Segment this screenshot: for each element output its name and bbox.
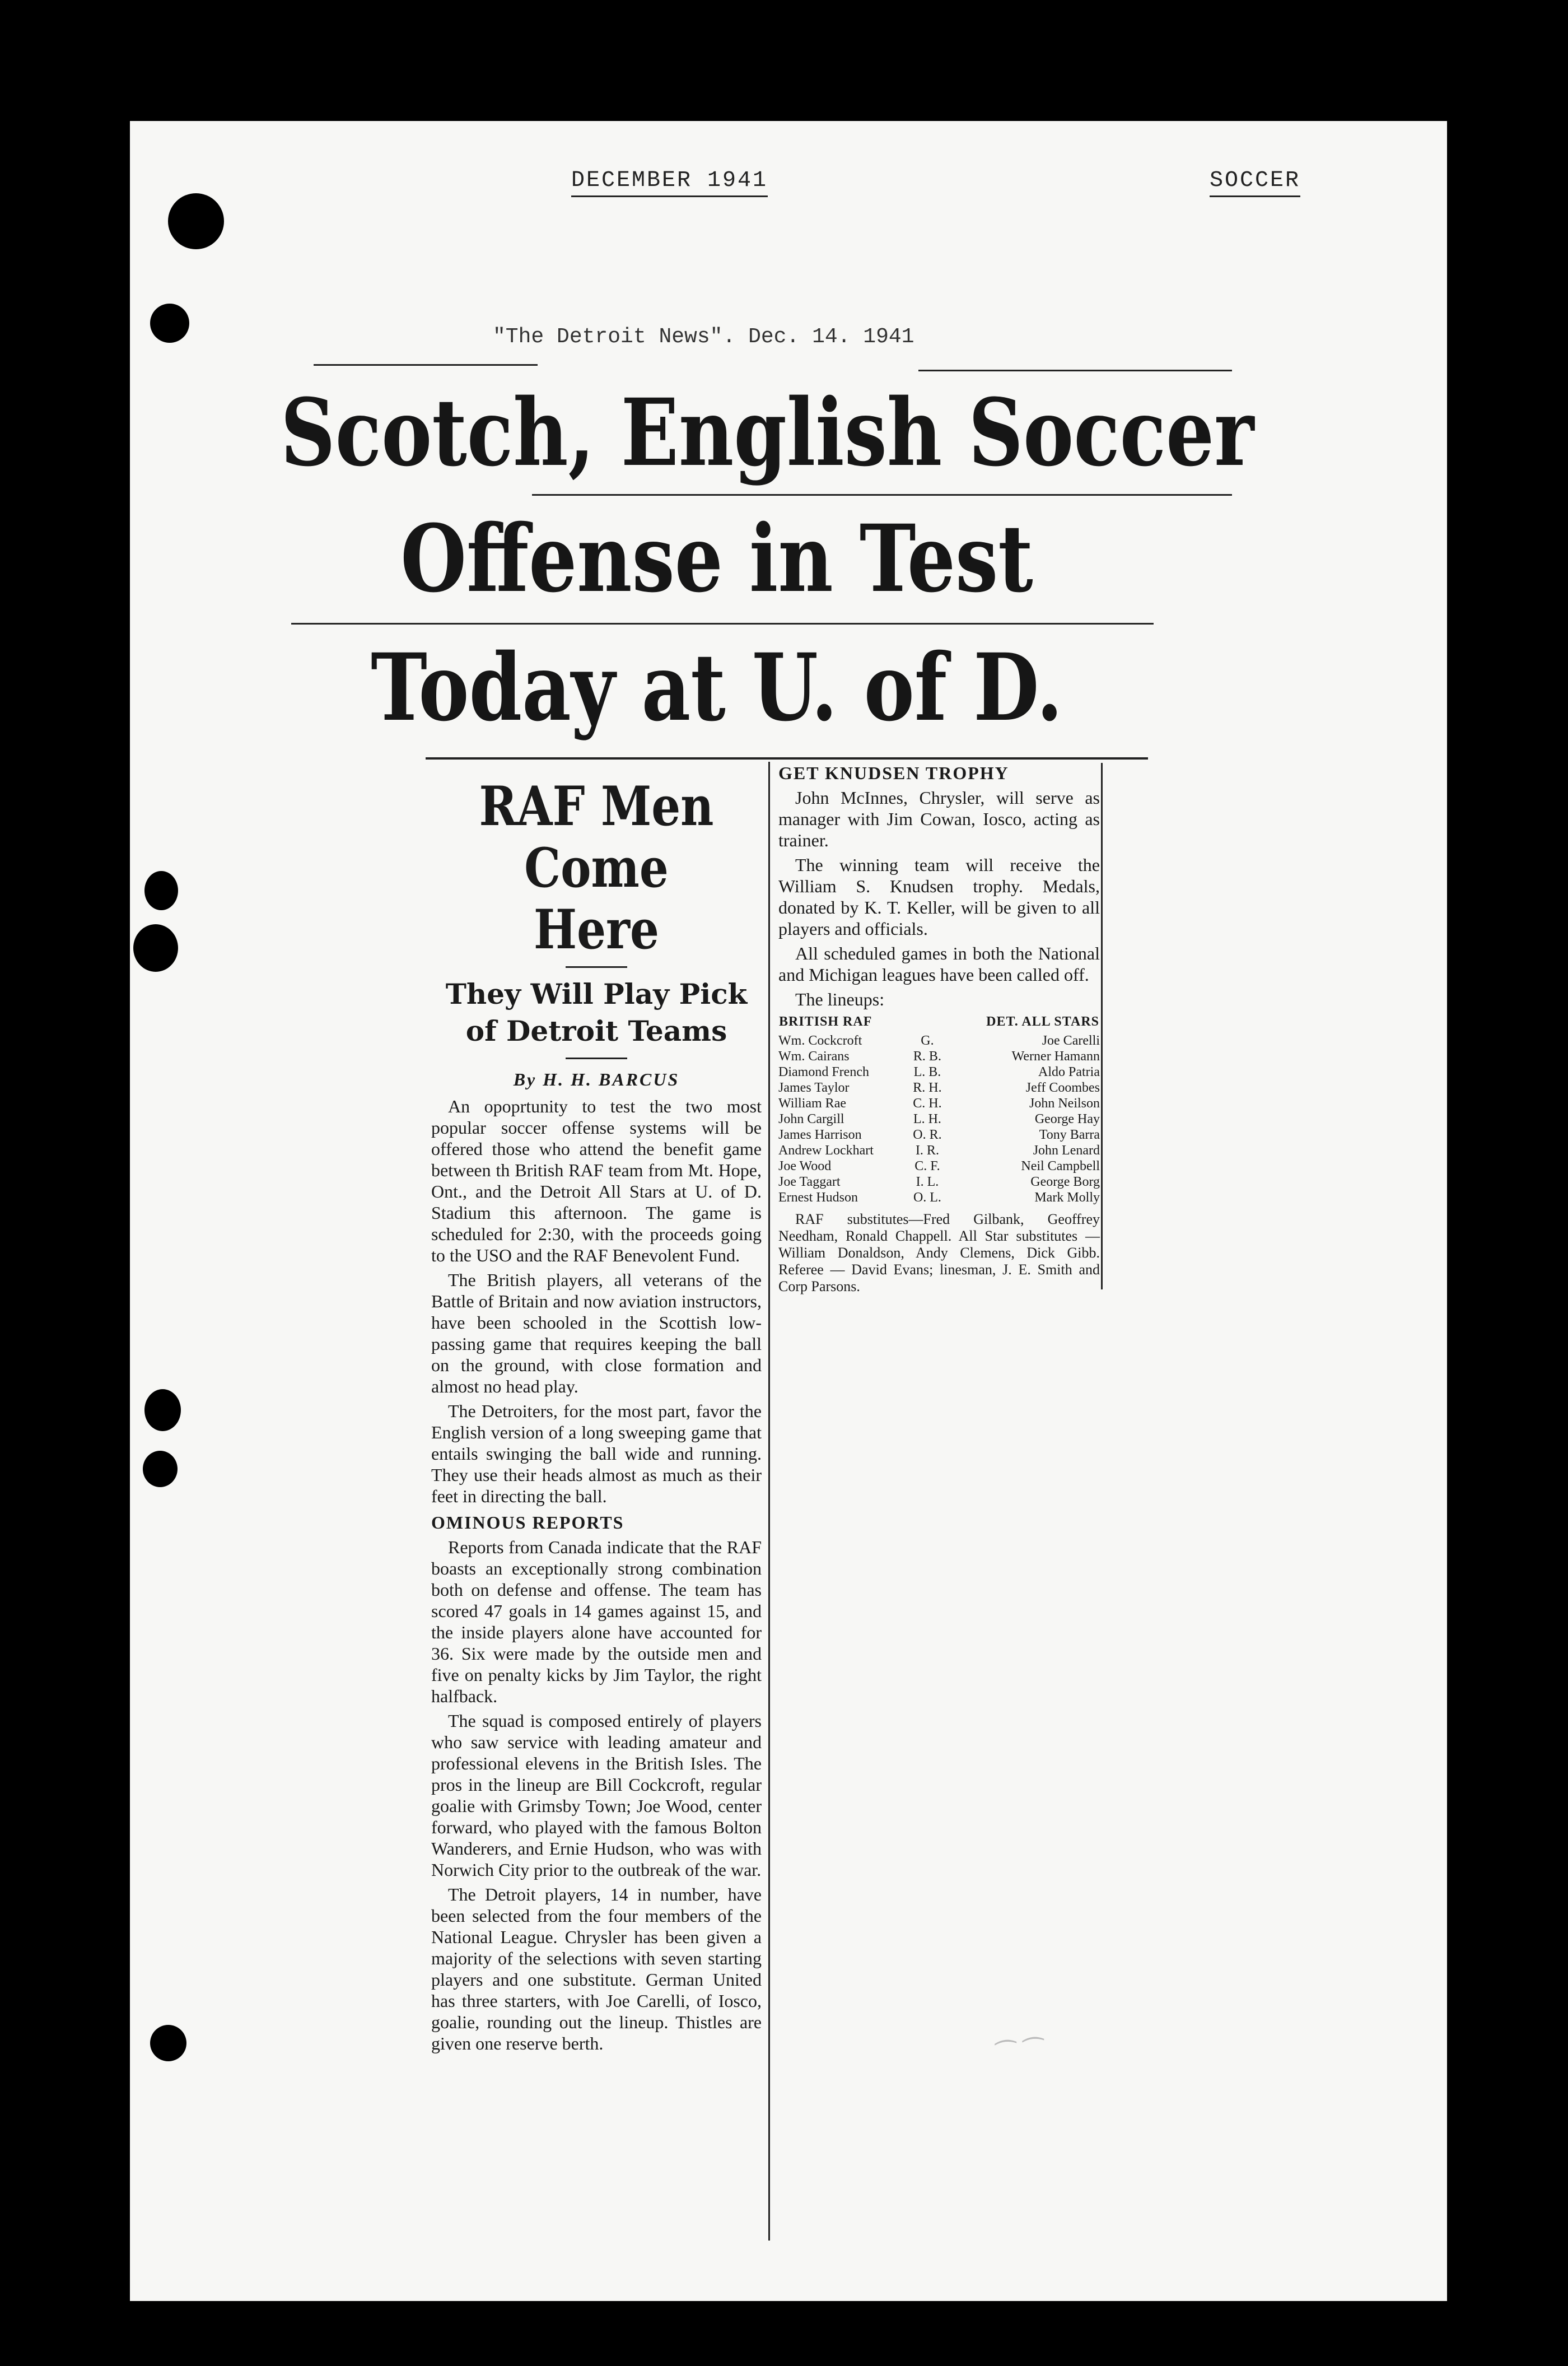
lineup-row: [778, 1111, 1100, 1127]
pencil-mark: ⁀ ⁀: [995, 2036, 1046, 2070]
subhead-title-1: RAF Men: [479, 775, 714, 838]
lineup-det-player: George Hay: [1034, 1112, 1100, 1126]
lineup-det-player: Aldo Patria: [1038, 1065, 1100, 1079]
rule: [918, 370, 1232, 371]
lineup-row: [778, 1127, 1100, 1143]
paragraph: The lineups:: [795, 989, 885, 1009]
binder-hole: [133, 924, 178, 972]
binder-hole: [150, 2025, 186, 2061]
lineup-header-det: DET. ALL STARS: [986, 1014, 1099, 1029]
lineup-position: O. L.: [913, 1190, 941, 1205]
paragraph: The British players, all veterans of the Battle of Britain and now aviation instructors, have been schooled in the Scottish low-passing game that requires keeping the ball on the ground, with close formation and almost no head play.: [431, 1270, 762, 1396]
lineup-raf-player: Wm. Cockcroft: [778, 1033, 862, 1048]
file-date: DECEMBER 1941: [571, 168, 768, 197]
column-rule: [768, 762, 770, 2241]
lineup-position: L. B.: [913, 1065, 941, 1079]
rule: [314, 364, 538, 366]
article-right-column: [778, 763, 1100, 1298]
lineup-position: C. H.: [913, 1096, 942, 1111]
binder-hole: [144, 871, 178, 910]
lineup-body: [778, 1033, 1100, 1205]
lineup-row: [778, 1096, 1100, 1111]
lineup-position: O. R.: [913, 1128, 942, 1142]
lineup-table: [778, 1013, 1100, 1205]
lineup-det-player: Joe Carelli: [1042, 1033, 1100, 1048]
subhead-title-2: Come Here: [524, 836, 669, 961]
section-heading-ominous-reports: OMINOUS REPORTS: [431, 1512, 624, 1533]
lineup-det-player: Mark Molly: [1034, 1190, 1100, 1205]
lineup-row: [778, 1174, 1100, 1190]
paragraph: John McInnes, Chrysler, will serve as manager with Jim Cowan, Iosco, acting as trainer.: [778, 788, 1100, 850]
lineup-row: [778, 1158, 1100, 1174]
lineup-raf-player: John Cargill: [778, 1112, 844, 1126]
lineup-det-player: John Neilson: [1029, 1096, 1100, 1111]
rule: [291, 623, 1154, 625]
paragraph: The squad is composed entirely of players who saw service with leading amateur and professional elevens in the British Isles. The pros in the lineup are Bill Cockcroft, regular goalie with Grimsby Town; Joe Wood, center forward, who played with the famous Bolton Wanderers, and Ernie Hudson, who was with Norwich City prior to the outbreak of the war.: [431, 1711, 762, 1880]
lineup-position: G.: [921, 1033, 934, 1048]
lineup-raf-player: James Taylor: [778, 1080, 850, 1095]
paragraph: Reports from Canada indicate that the RAF boasts an exceptionally strong combination both on defense and offense. The team has scored 47 goals in 14 games against 15, and the inside players alone have accounted for 36. Six were made by the outside men and five on penalty kicks by Jim Taylor, the right halfback.: [431, 1537, 762, 1706]
binder-hole: [150, 304, 189, 343]
lineup-row: [778, 1080, 1100, 1096]
lineup-raf-player: Wm. Cairans: [778, 1049, 850, 1064]
lineup-det-player: John Lenard: [1033, 1143, 1100, 1158]
article-left-column: [431, 776, 762, 2057]
subhead-deck-2: of Detroit Teams: [465, 1014, 727, 1047]
binder-hole: [143, 1451, 178, 1487]
paragraph: The winning team will receive the William S. Knudsen trophy. Medals, donated by K. T. Keller, will be given to all players and officials.: [778, 855, 1100, 939]
lineup-raf-player: Ernest Hudson: [778, 1190, 858, 1205]
source-citation: "The Detroit News". Dec. 14. 1941: [493, 325, 914, 349]
lineup-position: R. B.: [913, 1049, 941, 1064]
paragraph: All scheduled games in both the National and Michigan leagues have been called off.: [778, 943, 1100, 985]
lineup-position: I. R.: [915, 1143, 939, 1158]
lineup-raf-player: Diamond French: [778, 1065, 869, 1079]
rule: [532, 494, 1232, 496]
paragraph: The Detroit players, 14 in number, have been selected from the four members of the National League. Chrysler has been given a majority of the selections with seven starting players and one substitute. German United has three starters, with Joe Carelli, of Iosco, goalie, rounding out the lineup. Thistles are given one reserve berth.: [431, 1884, 762, 2053]
lineup-position: C. F.: [914, 1159, 940, 1173]
lineup-row: [778, 1033, 1100, 1049]
divider: [566, 1058, 627, 1059]
paragraph: The Detroiters, for the most part, favor the English version of a long sweeping game that entails swinging the ball wide and running. They use their heads almost as much as their feet in directing the ball.: [431, 1401, 762, 1506]
headline-line-3: Today at U. of D.: [371, 633, 1063, 742]
substitutes-paragraph: RAF substitutes—Fred Gilbank, Geoffrey Needham, Ronald Chappell. All Star substitutes — William Donaldson, Andy Clemens, Dick Gibb. Referee — David Evans; linesman, J. E. Smith and Corp Parsons.: [778, 1211, 1100, 1294]
headline-line-2: Offense in Test: [400, 504, 1033, 613]
lineup-raf-player: Joe Taggart: [778, 1175, 841, 1189]
binder-hole: [168, 193, 224, 249]
lineup-header-pos: [897, 1013, 958, 1033]
rule: [426, 757, 1148, 760]
lineup-header-raf: BRITISH RAF: [779, 1014, 872, 1029]
divider: [566, 966, 627, 968]
file-category: SOCCER: [1210, 168, 1300, 197]
byline: By H. H. BARCUS: [513, 1069, 680, 1089]
lineup-header-row: [778, 1013, 1100, 1033]
section-heading-knudsen-trophy: GET KNUDSEN TROPHY: [778, 763, 1009, 783]
headline-line-1: Scotch, English Soccer: [281, 378, 1254, 487]
lineup-det-player: Jeff Coombes: [1025, 1080, 1100, 1095]
column-rule: [1101, 763, 1103, 1289]
lineup-position: I. L.: [916, 1175, 939, 1189]
lineup-det-player: Tony Barra: [1039, 1128, 1100, 1142]
subhead-deck-1: They Will Play Pick: [445, 977, 748, 1010]
lineup-position: L. H.: [913, 1112, 941, 1126]
lineup-det-player: Neil Campbell: [1021, 1159, 1100, 1173]
lineup-row: [778, 1049, 1100, 1064]
lineup-position: R. H.: [913, 1080, 942, 1095]
lineup-row: [778, 1143, 1100, 1158]
lineup-row: [778, 1190, 1100, 1205]
lineup-det-player: George Borg: [1030, 1175, 1100, 1189]
lineup-det-player: Werner Hamann: [1011, 1049, 1100, 1064]
binder-hole: [144, 1389, 181, 1431]
lineup-row: [778, 1064, 1100, 1080]
paragraph: An opoprtunity to test the two most popular soccer offense systems will be offered those who attend the benefit game between th British RAF team from Mt. Hope, Ont., and the Detroit All Stars at U. of D. Stadium this afternoon. The game is scheduled for 2:30, with the proceeds going to the USO and the RAF Benevolent Fund.: [431, 1096, 762, 1265]
lineup-raf-player: James Harrison: [778, 1128, 862, 1142]
lineup-raf-player: William Rae: [778, 1096, 846, 1111]
lineup-raf-player: Joe Wood: [778, 1159, 832, 1173]
lineup-raf-player: Andrew Lockhart: [778, 1143, 874, 1158]
